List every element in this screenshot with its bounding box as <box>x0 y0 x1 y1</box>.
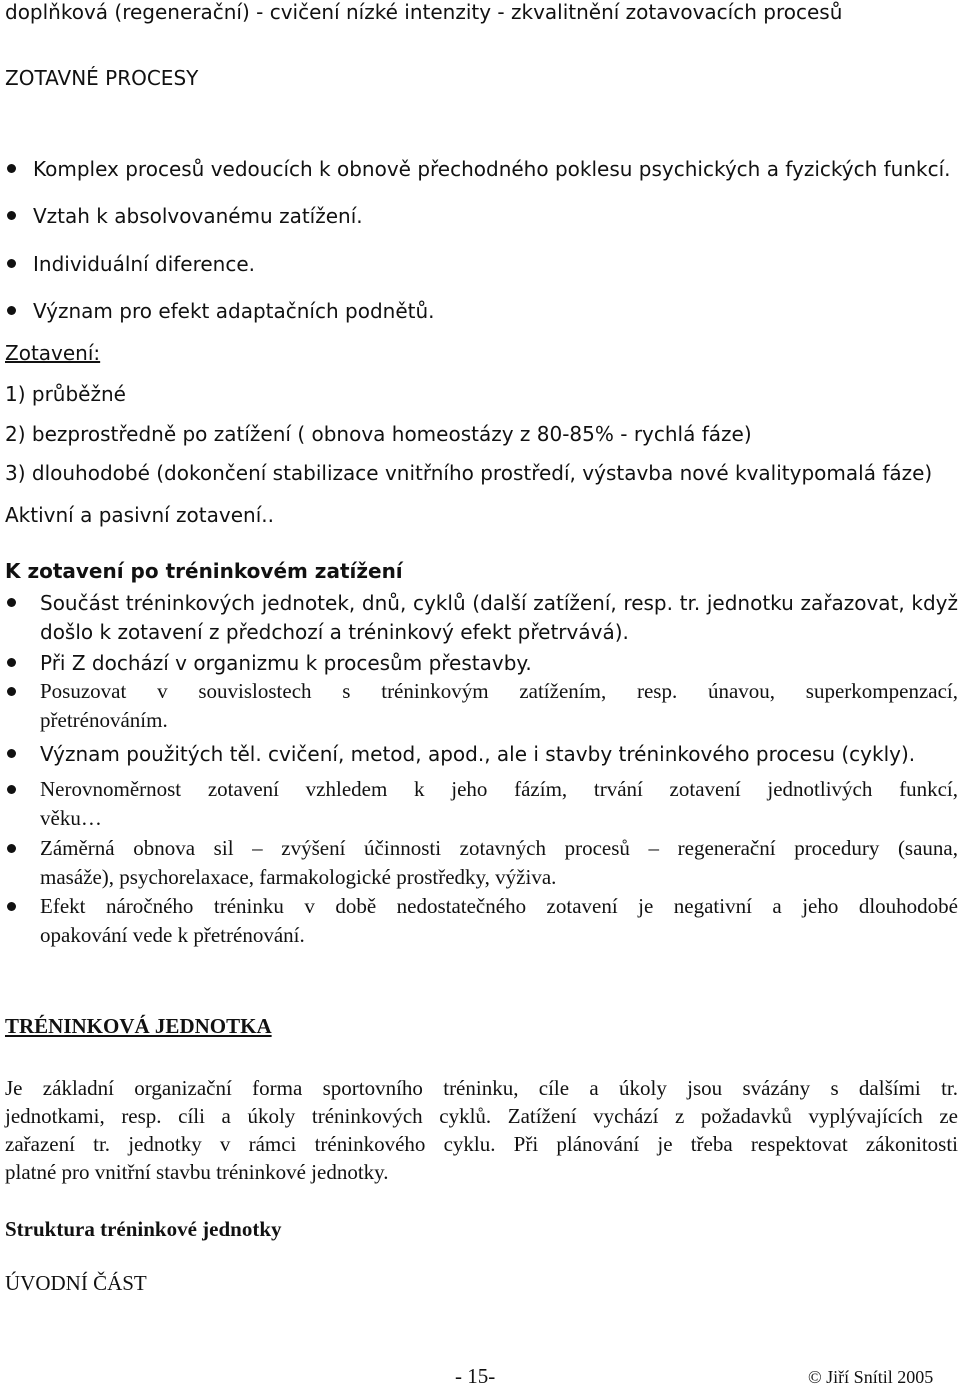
bullet-icon <box>7 749 16 758</box>
bullet-icon <box>7 598 16 607</box>
bullet-icon <box>7 785 16 794</box>
list-item: Význam pro efekt adaptačních podnětů. <box>33 299 435 323</box>
bullet-icon <box>7 259 16 268</box>
list-item-line: Součást tréninkových jednotek, dnů, cyklů (další zatížení, resp. tr. jednotku zařazovat, když <box>40 591 958 615</box>
list-item-line: Nerovnoměrnost zotavení vzhledem k jeho fázím, trvání zotavení jednotlivých funkcí, <box>40 777 958 801</box>
zotaveni-note: Aktivní a pasivní zotavení.. <box>5 503 274 527</box>
zotaveni-item: 1) průběžné <box>5 382 126 406</box>
bullet-icon <box>7 164 16 173</box>
section-part-uvodni-cast: ÚVODNÍ ČÁST <box>5 1271 147 1295</box>
zotaveni-item: 2) bezprostředně po zatížení ( obnova homeostázy z 80-85% - rychlá fáze) <box>5 422 752 446</box>
paragraph-line: Je základní organizační forma sportovního tréninku, cíle a úkoly jsou svázány s dalšími tr. <box>5 1076 958 1100</box>
paragraph-line: platné pro vnitřní stavbu tréninkové jednotky. <box>5 1160 389 1184</box>
zotaveni-label: Zotavení: <box>5 341 101 365</box>
bullet-icon <box>7 844 16 853</box>
list-item: Při Z dochází v organizmu k procesům přestavby. <box>40 651 532 675</box>
bullet-icon <box>7 211 16 220</box>
page-number: - 15- <box>455 1364 496 1388</box>
paragraph-line: jednotkami, resp. cíli a úkoly tréninkových cyklů. Zatížení vychází z požadavků vyplývajících ze <box>5 1104 958 1128</box>
paragraph-line: zařazení tr. jednotky v rámci tréninkového cyklu. Při plánování je třeba respektovat zákonitosti <box>5 1132 958 1156</box>
bullet-icon <box>7 687 16 696</box>
section-heading-zotavne-procesy: ZOTAVNÉ PROCESY <box>5 66 199 90</box>
list-item-line: došlo k zotavení z předchozí a tréninkový efekt přetrvává). <box>40 620 629 644</box>
bullet-icon <box>7 902 16 911</box>
list-item: Individuální diference. <box>33 252 256 276</box>
section-heading-struktura: Struktura tréninkové jednotky <box>5 1217 282 1241</box>
zotaveni-item: 3) dlouhodobé (dokončení stabilizace vnitřního prostředí, výstavba nové kvalitypomalá fáze) <box>5 461 933 485</box>
list-item: Komplex procesů vedoucích k obnově přechodného poklesu psychických a fyzických funkcí. <box>33 157 951 181</box>
footer-copyright: © Jiří Snítil 2005 <box>808 1367 934 1387</box>
list-item-line: Posuzovat v souvislostech s tréninkovým zatížením, resp. únavou, superkompenzací, <box>40 679 958 703</box>
bullet-icon <box>7 658 16 667</box>
list-item-line: opakování vede k přetrénování. <box>40 923 305 947</box>
list-item-line: Záměrná obnova sil – zvýšení účinnosti zotavných procesů – regenerační procedury (sauna, <box>40 836 958 860</box>
list-item-line: Efekt náročného tréninku v době nedostatečného zotavení je negativní a jeho dlouhodobé <box>40 894 958 918</box>
bullet-icon <box>7 306 16 315</box>
list-item-line: věku… <box>40 806 102 830</box>
list-item: Vztah k absolvovanému zatížení. <box>33 204 363 228</box>
section-heading-treninkova-jednotka: TRÉNINKOVÁ JEDNOTKA <box>5 1014 272 1038</box>
list-item-line: přetrénováním. <box>40 708 168 732</box>
top-line: doplňková (regenerační) - cvičení nízké intenzity - zkvalitnění zotavovacích procesů <box>5 0 843 24</box>
section-heading-k-zotaveni: K zotavení po tréninkovém zatížení <box>5 559 403 583</box>
list-item-line: masáže), psychorelaxace, farmakologické prostředky, výživa. <box>40 865 557 889</box>
list-item: Význam použitých těl. cvičení, metod, apod., ale i stavby tréninkového procesu (cykly). <box>40 742 916 766</box>
